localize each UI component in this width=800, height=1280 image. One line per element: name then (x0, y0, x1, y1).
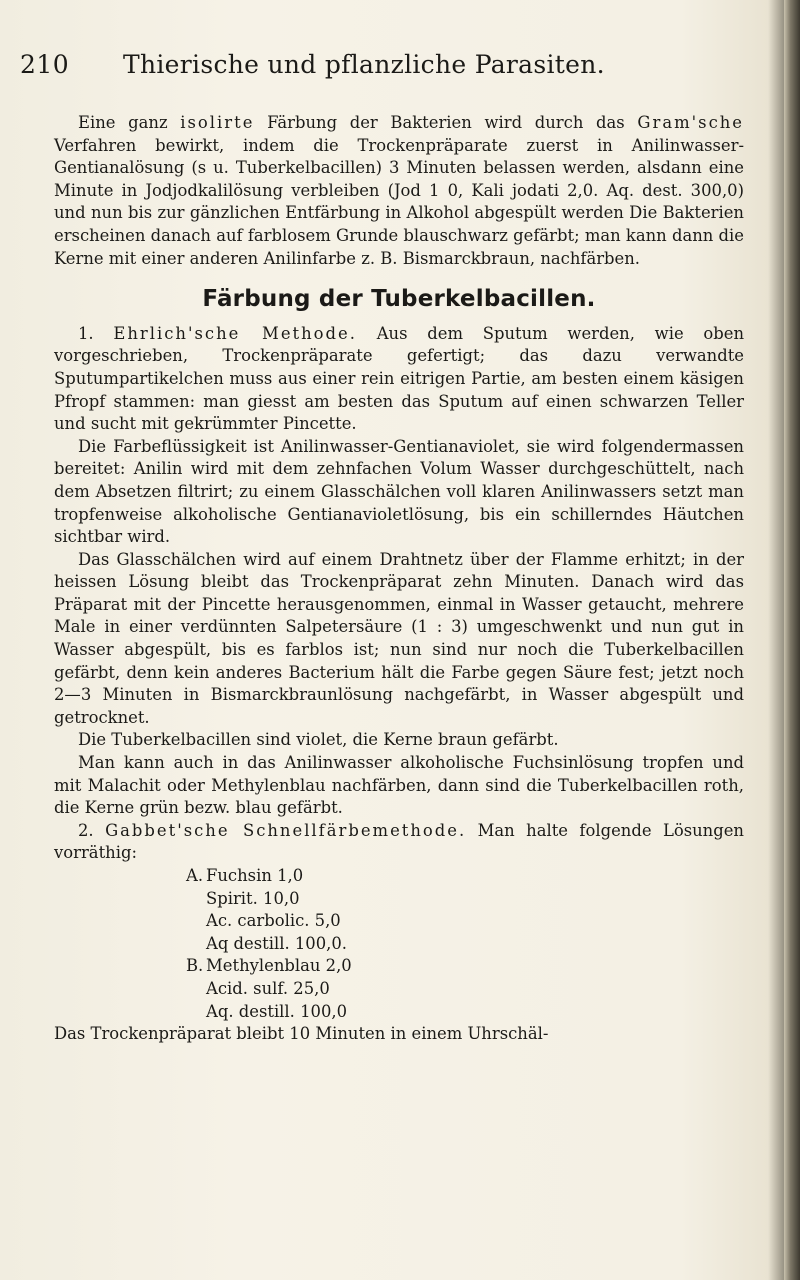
method2-text: Man halte folgende Lösungen vorräthig: (54, 820, 744, 863)
method2-name: Gabbet'sche Schnellfärbemethode. (105, 820, 467, 840)
method1-name: Ehrlich'sche Methode. (113, 323, 357, 343)
running-head: Thierische und pflanzliche Parasiten. (123, 50, 605, 79)
recipe-b-line: Methylenblau 2,0 (206, 956, 352, 976)
method2-paragraph (54, 820, 744, 865)
farbe-paragraph: Die Farbeflüssigkeit ist Anilinwasser-Gentianaviolet, sie wird folgendermassen bereitet: Anilin wird mit dem zehnfachen Volum Wasser durchgeschüttelt, nach dem Absetzen filtrirt; zu einem Glasschälchen voll klaren Anilinwassers setzt man tropfenweise alkoholische Gentianavioletlösung, bis ein schillerndes Häutchen sichtbar wird. (54, 436, 744, 547)
method1-number: 1. (78, 323, 114, 343)
violet-paragraph: Die Tuberkelbacillen sind violet, die Kerne braun gefärbt. (78, 730, 559, 750)
intro-paragraph (54, 112, 744, 270)
book-spine-shadow (784, 0, 800, 1280)
recipe-a-line: Fuchsin 1,0 (206, 866, 304, 885)
recipe-a-key: A. (186, 866, 204, 885)
recipe-b-line: Acid. sulf. 25,0 (206, 978, 330, 998)
page-number: 210 (20, 50, 70, 79)
method1-paragraph (54, 323, 744, 436)
recipe-b-key: B. (186, 956, 204, 976)
method1-text: Aus dem Sputum werden, wie oben vorgeschrieben, Trockenpräparate gefertigt; das dazu verwandte Sputumpartikelchen muss aus einer rein eitrigen Partie, am besten einem käsigen Pfropf stammen: man giesst am besten das Sputum auf einen schwarzen Teller und sucht mit gekrümmter Pincette. (54, 323, 745, 434)
section-heading: Färbung der Tuberkelbacillen. (202, 286, 596, 313)
intro-text-a: Eine ganz (78, 113, 181, 132)
intro-emphasis-isolirte: isolirte (180, 113, 255, 132)
fuchsin-paragraph: Man kann auch in das Anilinwasser alkoholische Fuchsinlösung tropfen und mit Malachit oder Methylenblau nachfärben, dann sind die Tuberkelbacillen roth, die Kerne grün bezw. blau gefärbt. (54, 753, 744, 818)
method2-number: 2. (78, 820, 106, 840)
recipe-a (186, 865, 744, 955)
page-body (54, 112, 744, 1046)
intro-emphasis-gram: Gram'sche (637, 113, 745, 132)
glasschaelchen-paragraph: Das Glasschälchen wird auf einem Drahtnetz über der Flamme erhitzt; in der heissen Lösung bleibt das Trockenpräparat zehn Minuten. Danach wird das Präparat mit der Pincette herausgenommen, einmal in Wasser getaucht, mehrere Male in einer verdünnten Salpetersäure (1 : 3) umgeschwenkt und nun gut in Wasser abgespült, bis es farblos ist; nun sind nur noch die Tuberkelbacillen gefärbt, denn kein anderes Bacterium hält die Farbe gegen Säure fest; jetzt noch 2—3 Minuten in Bismarckbraunlösung nachgefärbt, in Wasser abgespült und getrocknet. (54, 549, 744, 727)
recipe-b (186, 955, 744, 1023)
closing-line: Das Trockenpräparat bleibt 10 Minuten in einem Uhrschäl- (54, 1024, 549, 1044)
intro-text-b: Färbung der Bakterien wird durch das (254, 113, 638, 132)
recipe-list (186, 865, 744, 1023)
intro-text-c: Verfahren bewirkt, indem die Trockenpräparate zuerst in Anilinwasser-Gentianalösung (s u. Tuberkelbacillen) 3 Minuten belassen werden, alsdann eine Minute in Jodjodkalilösung verbleiben (Jod 1 0, Kali jodati 2,0. Aq. dest. 300,0) und nun bis zur gänzlichen Entfärbung in Alkohol abgespült werden Die Bakterien erscheinen danach auf farblosem Grunde blauschwarz gefärbt; man kann dann die Kerne mit einer anderen Anilinfarbe z. B. Bismarckbraun, nachfärben. (54, 135, 744, 268)
recipe-b-line: Aq. destill. 100,0 (206, 1001, 348, 1021)
recipe-a-line: Spirit. 10,0 (206, 888, 300, 908)
recipe-a-line: Ac. carbolic. 5,0 (206, 911, 341, 931)
recipe-a-line: Aq destill. 100,0. (206, 933, 348, 953)
page-header (20, 50, 760, 90)
